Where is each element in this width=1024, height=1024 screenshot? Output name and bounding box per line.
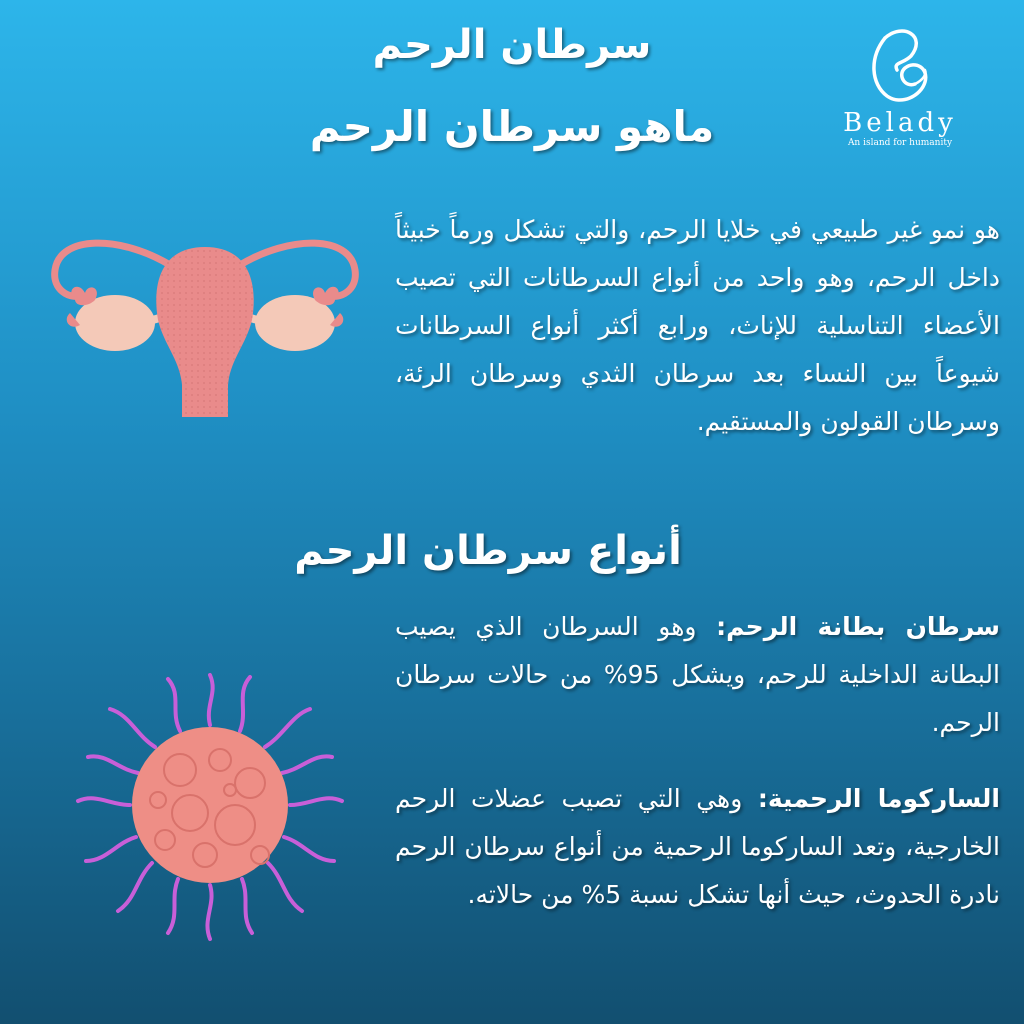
type-endometrial-name: سرطان بطانة الرحم: (716, 612, 1000, 641)
uterus-illustration (40, 225, 370, 430)
page-title: سرطان الرحم (372, 22, 652, 68)
type-sarcoma (395, 775, 1000, 919)
types-title: أنواع سرطان الرحم (294, 528, 682, 574)
logo (820, 18, 980, 158)
type-sarcoma-name: الساركوما الرحمية: (757, 784, 1001, 813)
cancer-cell-illustration (70, 665, 350, 945)
logo-brand: Belady (843, 108, 957, 138)
page-subtitle: ماهو سرطان الرحم (309, 102, 715, 151)
type-sarcoma-text: وهي التي تصيب عضلات الرحم الخارجية، وتعد الساركوما الرحمية من أنواع سرطان الرحم نادرة الحدوث، حيث أنها تشكل نسبة 5% من حالاته. (395, 784, 1000, 909)
belady-logo-icon (855, 18, 945, 108)
logo-tagline: An island for humanity (847, 138, 953, 148)
intro-paragraph: هو نمو غير طبيعي في خلايا الرحم، والتي تشكل ورماً خبيثاً داخل الرحم، وهو واحد من أنواع السرطانات التي تصيب الأعضاء التناسلية للإناث، ورابع أكثر أنواع السرطانات شيوعاً بين النساء بعد سرطان الثدي وسرطان الرئة، وسرطان القولون والمستقيم. (395, 215, 1000, 436)
type-endometrial (395, 603, 1000, 747)
type-endometrial-text: وهو السرطان الذي يصيب البطانة الداخلية للرحم، ويشكل 95% من حالات سرطان الرحم. (395, 612, 1000, 737)
